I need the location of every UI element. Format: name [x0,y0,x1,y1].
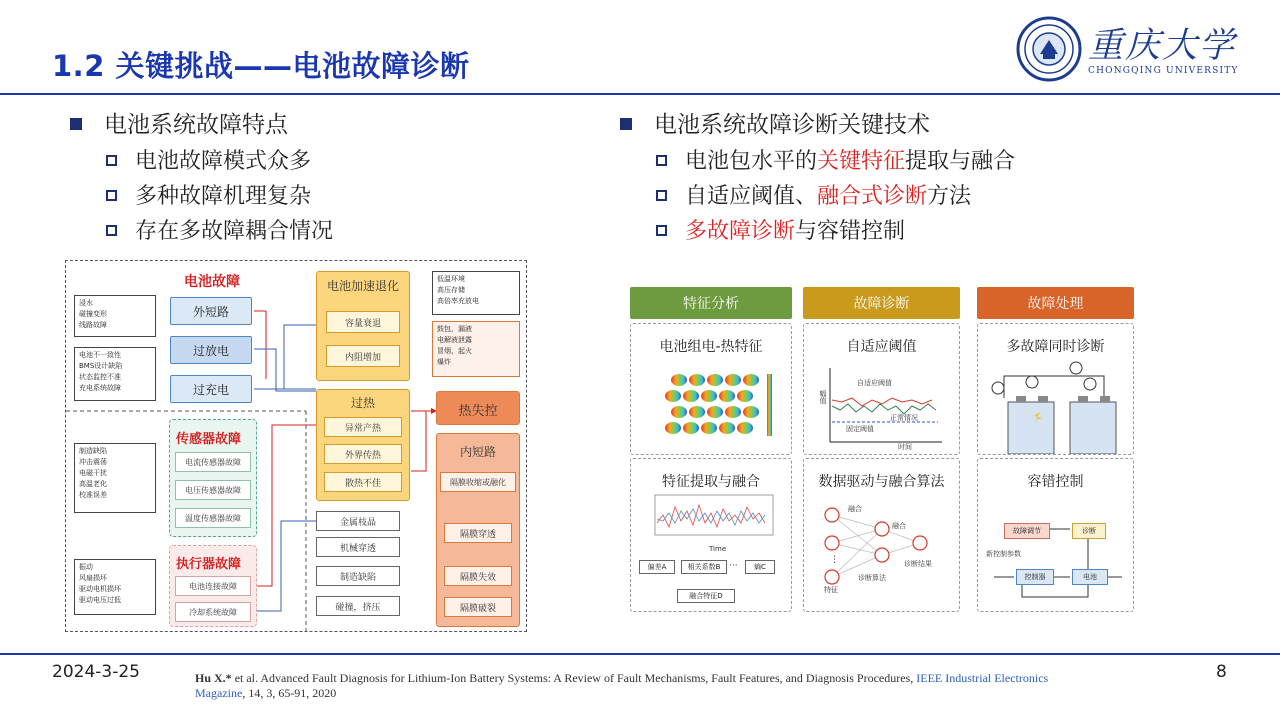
bullet-hollow-icon [106,225,117,236]
actuator-cause-list: 振动 风扇损坏 驱动电机损坏 驱动电压过低 [74,559,156,615]
overheat-label: 过热 [350,396,375,410]
signal-plot-icon [647,493,777,543]
right-section-heading: 电池系统故障诊断关键技术 [620,106,930,139]
mechanism-item: 机械穿透 [316,537,400,557]
panel-adaptive-threshold [803,323,960,455]
cause-list-2: 电池不一致性 BMS设计缺陷 状态监控不准 充电系统故障 [74,347,156,401]
nn-label: 特征 [824,586,838,594]
panel-multi-fault [977,323,1134,455]
control-box: 诊断 [1072,523,1106,539]
footer-divider [0,653,1280,655]
control-box: 故障调节 [1004,523,1050,539]
left-item-3: 存在多故障耦合情况 [106,214,333,245]
internal-short-item: 隔膜破裂 [444,597,512,617]
thermal-runaway-label: 热失控 [458,404,498,419]
overheat-item: 散热不佳 [324,472,402,492]
citation: Hu X.* et al. Advanced Fault Diagnosis for Lithium-Ion Battery Systems: A Review of Fault Mechanisms, Fault Features, and Diagnosis Procedures, IEEE Industrial Electronics Magazine, 14, 3, 65-91, 2020 [195,671,1049,700]
fused-feature-box: 融合特征D [677,589,735,603]
panel-fault-tolerant [977,458,1134,612]
bullet-hollow-icon [106,155,117,166]
column-head-diagnosis: 故障诊断 [803,287,960,319]
panel-title: 多故障同时诊断 [1006,339,1105,355]
mechanism-item: 金属枝晶 [316,511,400,531]
nn-label: 诊断结果 [904,560,932,568]
nn-label: 诊断算法 [858,574,886,582]
panel-feature-fusion [630,458,792,612]
left-item-2: 多种故障机理复杂 [106,179,311,210]
feature-box: 相关系数B [681,560,727,574]
actuator-item: 冷却系统故障 [175,602,251,622]
bullet-hollow-icon [656,190,667,201]
over-discharge-box: 过放电 [170,336,252,364]
column-head-feature: 特征分析 [630,287,792,319]
bullet-hollow-icon [106,190,117,201]
thermal-consequence-list: 鼓包，漏液 电解液泄露 冒烟，起火 爆炸 [432,321,520,377]
feature-box: 熵C [745,560,775,574]
sensor-cause-list: 制造缺陷 冲击震荡 电磁干扰 高温老化 校准误差 [74,443,156,513]
title-divider [0,93,1280,95]
degradation-item: 内阻增加 [326,345,400,367]
fault-mechanism-diagram [65,260,527,632]
left-item-1: 电池故障模式众多 [106,144,311,175]
overheat-item: 异常产热 [324,417,402,437]
panel-title: 数据驱动与融合算法 [818,474,945,490]
nn-label: 融合 [892,522,906,530]
panel-title: 自适应阈值 [846,339,917,355]
ellipsis-text: ··· [729,561,738,571]
page-number: 8 [1216,662,1227,682]
plot-label: 自适应阈值 [857,379,892,387]
battery-circuit-icon [980,358,1130,454]
sensor-item: 电压传感器故障 [175,480,251,500]
internal-short-item: 隔膜失效 [444,566,512,586]
right-item-3: 多故障诊断与容错控制 [656,214,905,245]
threshold-plot-icon [818,362,948,452]
logo-english-name: CHONGQING UNIVERSITY [1088,66,1239,76]
internal-short-label: 内短路 [459,445,496,459]
seal-icon [1014,14,1084,84]
internal-short-item: 隔膜收缩或融化 [440,472,516,492]
panel-title: 特征提取与融合 [662,474,760,490]
column-head-handling: 故障处理 [977,287,1134,319]
x-axis-label: Time [709,545,727,553]
control-box: 控制器 [1016,569,1054,585]
plot-label: 幅值 [819,390,827,404]
plot-label: 固定阈值 [846,425,874,433]
battery-fault-label: 电池故障 [184,274,240,290]
bullet-square-icon [620,118,632,130]
heatmap-cells-icon [659,366,779,446]
nn-label: 融合 [848,505,862,513]
degradation-item: 容量衰退 [326,311,400,333]
sensor-fault-label: 传感器故障 [176,432,242,447]
plot-label: 正常情况 [890,414,918,422]
control-label: 新控制参数 [986,550,1021,558]
page-title: 1.2 关键挑战——电池故障诊断 [52,49,470,83]
actuator-item: 电池连接故障 [175,576,251,596]
overheat-item: 外界传热 [324,444,402,464]
panel-title: 电池组电-热特征 [659,339,763,355]
control-box: 电池 [1072,569,1108,585]
logo-chinese-name: 重庆大学 [1088,26,1237,66]
bullet-hollow-icon [656,155,667,166]
sensor-item: 电流传感器故障 [175,452,251,472]
internal-short-item: 隔膜穿透 [444,523,512,543]
sensor-item: 温度传感器故障 [175,508,251,528]
mechanism-item: 碰撞，挤压 [316,596,400,616]
date: 2024-3-25 [52,662,140,682]
plot-label: 时间 [898,443,912,451]
over-charge-box: 过充电 [170,375,252,403]
bullet-hollow-icon [656,225,667,236]
right-item-1: 电池包水平的关键特征提取与融合 [656,144,1015,175]
panel-title: 容错控制 [1027,474,1084,490]
right-item-2: 自适应阈值、融合式诊断方法 [656,179,971,210]
panel-fusion-algorithm [803,458,960,612]
actuator-fault-label: 执行器故障 [176,557,242,572]
journal-name: IEEE Industrial Electronics Magazine [195,671,1049,700]
bullet-square-icon [70,118,82,130]
mechanism-item: 制造缺陷 [316,566,400,586]
left-section-heading: 电池系统故障特点 [70,106,288,139]
environment-cause-list: 低温环境 高压存储 高倍率充放电 [432,271,520,315]
external-short-box: 外短路 [170,297,252,325]
cause-list-1: 浸水 碰撞变形 线路故障 [74,295,156,337]
panel-thermal-feature [630,323,792,455]
degradation-label: 电池加速退化 [326,279,399,293]
feature-box: 偏差A [639,560,675,574]
nn-dots: ⋮ [830,555,839,565]
